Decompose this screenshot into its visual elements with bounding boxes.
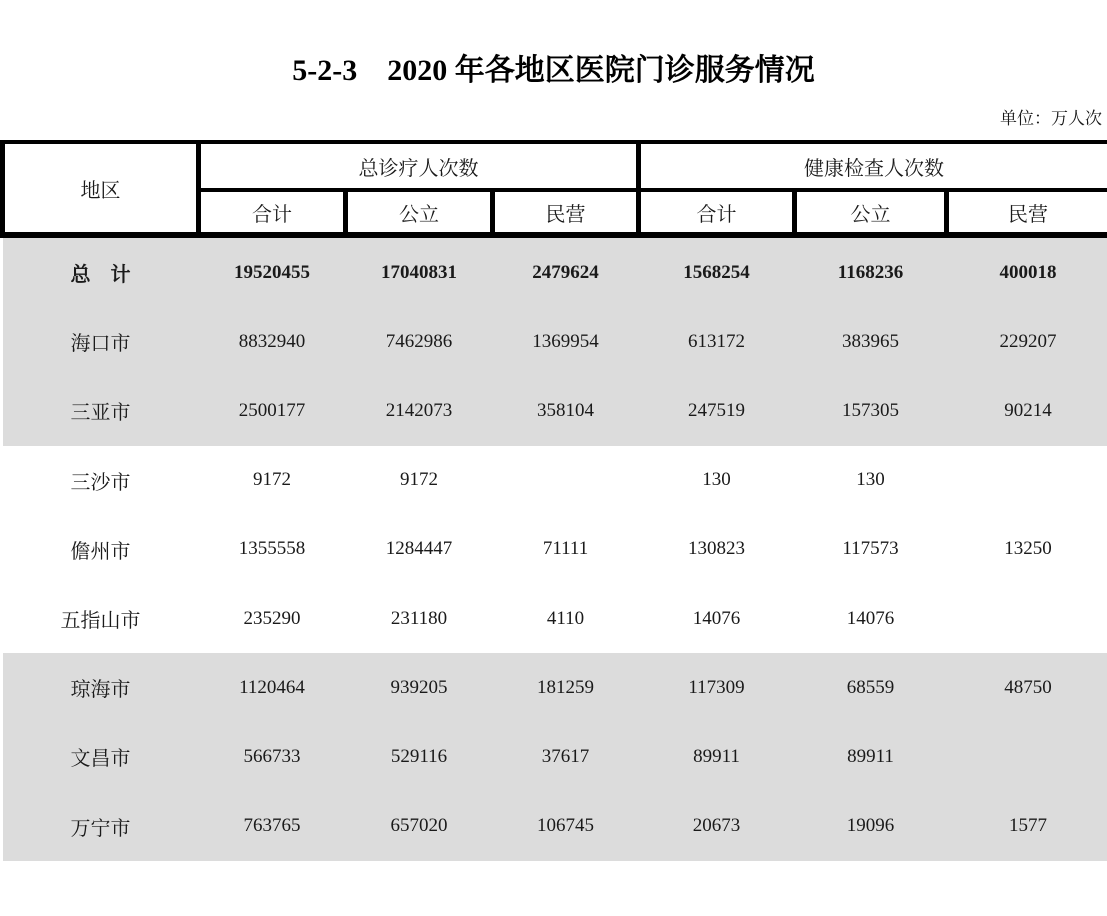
table-cell bbox=[947, 584, 1107, 653]
table-cell: 4110 bbox=[493, 584, 639, 653]
table-cell: 657020 bbox=[346, 792, 493, 861]
region-cell: 儋州市 bbox=[3, 515, 199, 584]
table-cell: 71111 bbox=[493, 515, 639, 584]
table-cell: 2142073 bbox=[346, 376, 493, 445]
table-cell: 89911 bbox=[795, 722, 947, 791]
table-cell: 1577 bbox=[947, 792, 1107, 861]
table-cell: 1568254 bbox=[639, 235, 795, 307]
header-checkup-private: 民营 bbox=[947, 190, 1107, 235]
region-cell: 文昌市 bbox=[3, 722, 199, 791]
table-cell: 13250 bbox=[947, 515, 1107, 584]
region-cell: 琼海市 bbox=[3, 653, 199, 722]
table-row-total bbox=[3, 235, 1107, 307]
table-cell: 20673 bbox=[639, 792, 795, 861]
table-cell bbox=[947, 446, 1107, 515]
table-cell: 2500177 bbox=[199, 376, 346, 445]
table-cell: 1120464 bbox=[199, 653, 346, 722]
table-cell: 1168236 bbox=[795, 235, 947, 307]
table-cell: 529116 bbox=[346, 722, 493, 791]
header-group-total-visits: 总诊疗人次数 bbox=[199, 142, 639, 190]
table-cell: 7462986 bbox=[346, 307, 493, 376]
table-row-wuzhishan bbox=[3, 584, 1107, 653]
region-cell: 总 计 bbox=[3, 235, 199, 307]
table-cell: 14076 bbox=[639, 584, 795, 653]
table-cell: 90214 bbox=[947, 376, 1107, 445]
table-cell: 130 bbox=[795, 446, 947, 515]
table-cell: 106745 bbox=[493, 792, 639, 861]
table-cell: 89911 bbox=[639, 722, 795, 791]
region-cell: 三亚市 bbox=[3, 376, 199, 445]
table-row-sansha bbox=[3, 446, 1107, 515]
table-cell: 613172 bbox=[639, 307, 795, 376]
header-visits-private: 民营 bbox=[493, 190, 639, 235]
table-cell: 130 bbox=[639, 446, 795, 515]
table-row-haikou bbox=[3, 307, 1107, 376]
table-cell: 117309 bbox=[639, 653, 795, 722]
region-cell: 万宁市 bbox=[3, 792, 199, 861]
table-cell: 9172 bbox=[199, 446, 346, 515]
table-cell: 235290 bbox=[199, 584, 346, 653]
header-visits-public: 公立 bbox=[346, 190, 493, 235]
page-title: 5-2-3 2020 年各地区医院门诊服务情况 bbox=[0, 52, 1107, 90]
table-row-danzhou bbox=[3, 515, 1107, 584]
table-cell: 8832940 bbox=[199, 307, 346, 376]
table-cell: 68559 bbox=[795, 653, 947, 722]
table-cell: 157305 bbox=[795, 376, 947, 445]
table-cell: 1369954 bbox=[493, 307, 639, 376]
table-cell: 2479624 bbox=[493, 235, 639, 307]
region-outpatient-table bbox=[0, 140, 1107, 861]
table-cell: 939205 bbox=[346, 653, 493, 722]
table-cell: 130823 bbox=[639, 515, 795, 584]
table-cell: 19096 bbox=[795, 792, 947, 861]
table-cell: 247519 bbox=[639, 376, 795, 445]
header-region: 地区 bbox=[3, 142, 199, 235]
table-cell: 17040831 bbox=[346, 235, 493, 307]
table-row-wenchang bbox=[3, 722, 1107, 791]
table-cell: 37617 bbox=[493, 722, 639, 791]
table-cell: 383965 bbox=[795, 307, 947, 376]
table-row-qionghai bbox=[3, 653, 1107, 722]
table-row-sanya bbox=[3, 376, 1107, 445]
table-cell: 358104 bbox=[493, 376, 639, 445]
region-cell: 三沙市 bbox=[3, 446, 199, 515]
header-checkup-total: 合计 bbox=[639, 190, 795, 235]
table-cell: 1284447 bbox=[346, 515, 493, 584]
table-cell: 48750 bbox=[947, 653, 1107, 722]
table-header bbox=[3, 142, 1107, 235]
table-cell: 763765 bbox=[199, 792, 346, 861]
unit-note: 单位：万人次 bbox=[0, 106, 1102, 132]
table-cell: 19520455 bbox=[199, 235, 346, 307]
table-cell: 400018 bbox=[947, 235, 1107, 307]
header-checkup-public: 公立 bbox=[795, 190, 947, 235]
table-cell bbox=[947, 722, 1107, 791]
table-cell: 181259 bbox=[493, 653, 639, 722]
table-row-wanning bbox=[3, 792, 1107, 861]
table-cell bbox=[493, 446, 639, 515]
table-cell: 231180 bbox=[346, 584, 493, 653]
table-cell: 229207 bbox=[947, 307, 1107, 376]
table-cell: 566733 bbox=[199, 722, 346, 791]
region-cell: 海口市 bbox=[3, 307, 199, 376]
region-cell: 五指山市 bbox=[3, 584, 199, 653]
table-cell: 1355558 bbox=[199, 515, 346, 584]
table-body bbox=[3, 235, 1107, 861]
table-cell: 9172 bbox=[346, 446, 493, 515]
header-row-groups bbox=[3, 142, 1107, 190]
table-cell: 14076 bbox=[795, 584, 947, 653]
header-visits-total: 合计 bbox=[199, 190, 346, 235]
header-group-health-checkups: 健康检查人次数 bbox=[639, 142, 1107, 190]
table-cell: 117573 bbox=[795, 515, 947, 584]
